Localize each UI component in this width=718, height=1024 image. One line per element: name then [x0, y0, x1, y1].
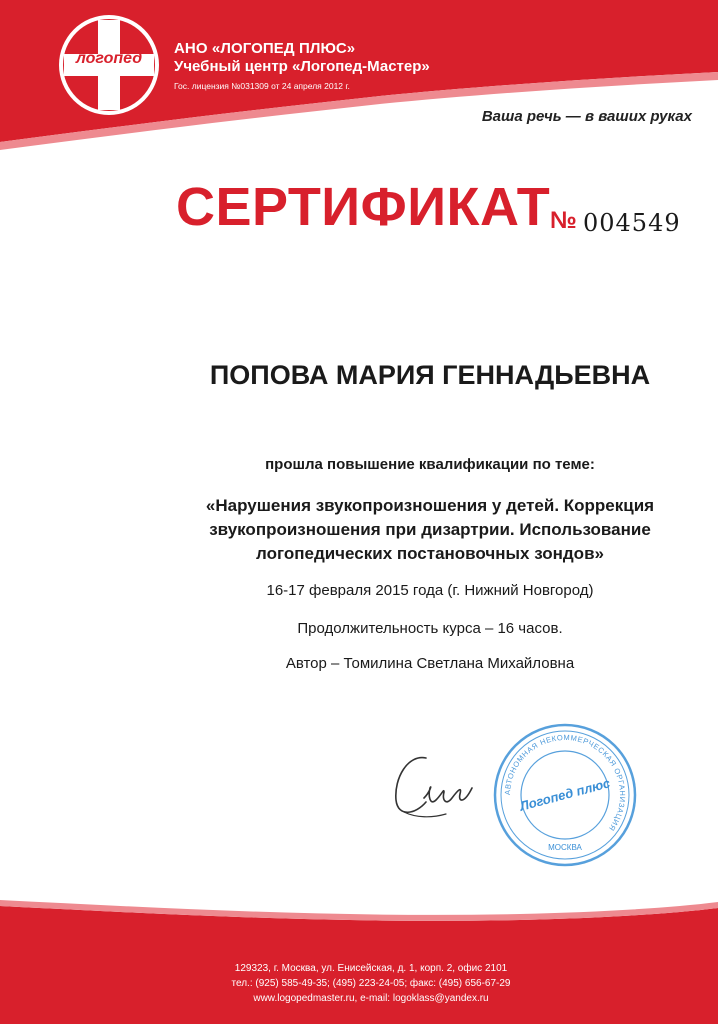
license-info: Гос. лицензия №031309 от 24 апреля 2012 г.: [174, 81, 350, 91]
certificate-title: СЕРТИФИКАТ: [176, 177, 551, 237]
stamp-city: МОСКВА: [548, 843, 582, 852]
organization-name: АНО «ЛОГОПЕД ПЛЮС»: [174, 40, 356, 57]
footer-web[interactable]: www.logopedmaster.ru, e-mail: logoklass@yandex.ru: [253, 993, 489, 1004]
signature-icon: [386, 748, 476, 828]
qualification-intro: прошла повышение квалификации по теме:: [265, 456, 595, 473]
footer-phones: тел.: (925) 585-49-35; (495) 223-24-05; факс: (495) 656-67-29: [231, 978, 511, 989]
footer-address: 129323, г. Москва, ул. Енисейская, д. 1, корп. 2, офис 2101: [234, 963, 508, 974]
footer-banner: [0, 900, 718, 1024]
certificate-number: 004549: [583, 209, 681, 237]
course-author: Автор – Томилина Светлана Михайловна: [285, 655, 575, 672]
slogan: Ваша речь — в ваших руках: [481, 108, 692, 125]
course-duration: Продолжительность курса – 16 часов.: [297, 620, 563, 637]
recipient-name: ПОПОВА МАРИЯ ГЕННАДЬЕВНА: [209, 360, 651, 390]
training-center-name: Учебный центр «Логопед-Мастер»: [174, 58, 430, 75]
topic-line: звукопроизношения при дизартрии. Использование: [209, 520, 651, 539]
course-topic: [100, 494, 718, 566]
organization-stamp-icon: [492, 722, 638, 868]
number-sign: №: [550, 207, 577, 234]
topic-line: логопедических постановочных зондов»: [256, 544, 604, 563]
logo-text: логопед: [75, 50, 143, 67]
stamp-ring-text: АВТОНОМНАЯ НЕКОММЕРЧЕСКАЯ ОРГАНИЗАЦИЯ: [502, 732, 628, 833]
stamp-center-text: Логопед плюс: [518, 775, 612, 814]
topic-line: «Нарушения звукопроизношения у детей. Коррекция: [205, 496, 655, 515]
course-dates: 16-17 февраля 2015 года (г. Нижний Новгород): [266, 582, 594, 599]
